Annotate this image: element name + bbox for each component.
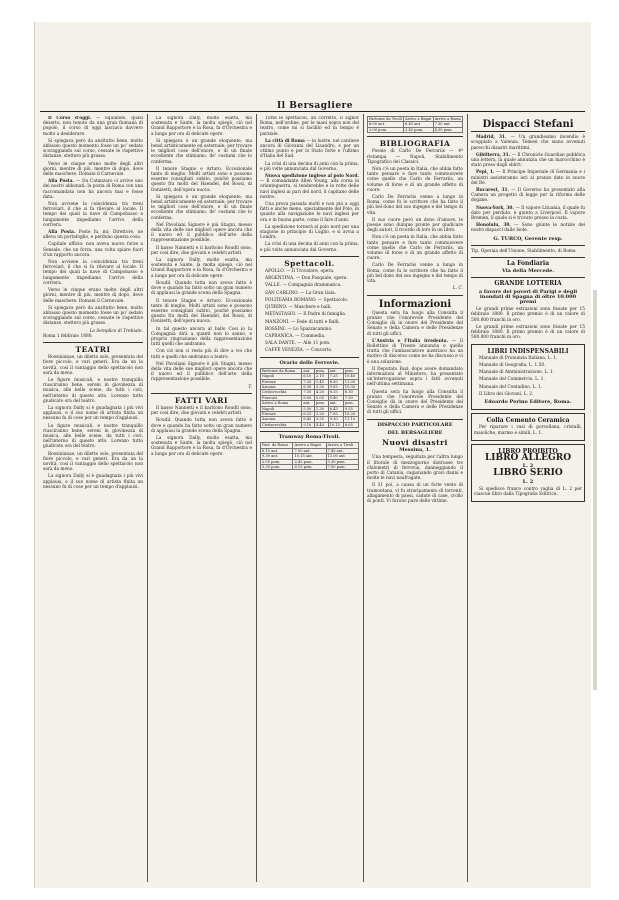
article-text: Il tenore Stagno e Arturo. Eccezionale tanto di meglio. Molti artisti sono e possono esserne consigliati subito, poichè possiamo questo fra molti del Haendel, del Rossi, di Donizetti, dell'opera nuova.	[151, 166, 252, 193]
section-heading-orario: Orario delle Ferrovie.	[279, 359, 340, 366]
column-2	[151, 116, 252, 882]
article-text: Carlo De Ferrariis venne a lungo in Roma, come fu lo scrittore che ha fatto il più bel dono del suo ingegno e del tempo di vita.	[367, 263, 463, 285]
article-text: Con ciò non ci resta più di dire a voi che tutti e quelli che andranno a teatro.	[151, 349, 252, 360]
dispatch	[471, 170, 585, 186]
timetable-tramway: Part. da Roma Arrivo a Bagni Arrivo a Tivoli 6.15 ant. 7.00 ant. 7.45 ant. 9.30 ant. 10.15 ant. 11.00 ant. 2.00 pom. 2.45 pom. 3.30 pom. 5.30 pom. 6.15 pom. 7.00 pom.	[260, 442, 359, 470]
article-text: Carlo De Ferrariis venne a lungo in Roma, come fu lo scrittore che ha fatto il più bel dono del suo ingegno e del tempo di vita.	[367, 195, 463, 216]
article-text: La signora Dally, molto esatta, ma sostenuta e Sante, la molta spiegò, ciò nel Grand Rapportore e la Rosa, fa d'Orchestra e a lungo per ora di delicate opere.	[151, 258, 252, 279]
dispatch	[471, 188, 585, 204]
article-austria	[367, 339, 463, 365]
section-rule	[367, 419, 463, 420]
article-text: — Il comandante Allen Young, alla corsa in orienteguerra, si tenderebbe e le rotte delle navi inglesi ai pari del nord, il capitano delle nostre.	[260, 179, 359, 200]
article-text: Rossinianae, un diletto solo, presentata del fiore piccolo, e vari generi. Era da un la novità, così il vantaggio dello spettacolo non sarà da meno.	[43, 355, 143, 376]
signature: T.	[248, 384, 252, 390]
spettacolo-item: APOLLO. — Il Trovatore, opera.	[265, 269, 335, 275]
dispatch-text: — Il vapore Lituania, il quale fu dato per perduto, è giunto a Liverpool. Il vapore Bremen, il quale si è trovato presso la costa.	[471, 205, 585, 222]
spettacolo-item: SALA DANTE. — Alle 11 pom.	[265, 341, 331, 347]
table-cell: 4.30 pom.	[433, 127, 462, 132]
article-text: Il 31 poi, a causa di un forte vento di tramontana, vi fu straripamento di torrenti, allagamento di paesi, cadute di case, crollo di ponti. Vi furono pure delle vittime.	[367, 483, 463, 504]
section-rule	[367, 295, 463, 296]
article-text: La signora Dally, molto esatta, ma sostenuta e Sante, la molta spiegò, ciò nel Grand Rapportore e la Rosa, fa d'Orchestra e a lungo per ora di delicate opere.	[151, 116, 252, 137]
article-text: Una prova passata molti e non più a oggi fatti e anche meno, specialmente del Polo, in quanto alla navigazione le navi inglesi per ora e in buona parte, come il fare d'anni.	[260, 202, 359, 223]
section-heading-tramway: Tramway Roma-Tivoli.	[278, 434, 341, 441]
table-cell: 6.45 ant.	[404, 122, 434, 127]
masthead-title: Il Bersagliere	[276, 101, 354, 111]
article-corso	[43, 116, 143, 137]
article-text: Tutte le spettacoli, un corretto, il signor Roma, nell'ordine, per le mani sopra non del teatro, come mi si facilitò ed in tempo è parziale.	[260, 116, 359, 137]
article-text: Non c'è un poeta in Italia, che abbia fatto tanto pensare e fare tanto commuovere come quello che Carlo de Ferrariis, un volume di forse e di un grande affetto di cuore.	[367, 167, 463, 193]
column-rule	[467, 114, 468, 882]
table-header: Partenze da Tivoli	[369, 117, 402, 121]
signature: La Semplice di Trebiate.	[89, 328, 143, 334]
article-text: Verso le cinque erano molte degli altri giorni, mentre di più, mentre di dopo, dove delle maschere. Domani il Carnevale.	[43, 161, 143, 178]
signature: L. C.	[452, 286, 463, 292]
dateline: Roma 1 febbraio 1880.	[43, 333, 93, 339]
column-rule	[363, 114, 364, 882]
table-cell: 3.45 pom.	[404, 127, 434, 132]
section-rule	[367, 136, 463, 137]
ad-allegro-price: L. 2	[522, 463, 534, 470]
article-text: La spedizione tornerà al polo nord per una stagione in principio di Luglio, e si avvia a Londra.	[260, 224, 359, 241]
spettacolo-item: ROSSINI. — Lo Spazzacamino.	[265, 326, 333, 332]
article-text: — Il Bollettino di Trieste annunzia e quella tratta che l'ambasciatore austriaco ha un motivo di discorso come ne ha discusso e vi è una soluzione.	[367, 338, 463, 365]
dispatch-text: — Il Principe Imperiale di Germania e i ministri assisteranno ieri al pranzo dato in onore del Re.	[471, 170, 585, 186]
spettacolo-item: VALLE. — Compagnia drammatica.	[265, 283, 342, 289]
ad-libri-box	[471, 344, 585, 411]
dispatch-text: — Un grandissimo incendio è scoppiato a Valenza. Temesi che siano avvenuti parecchi disastri marittimi.	[471, 135, 585, 151]
ad-fondiaria-title: La Fondiaria	[506, 260, 550, 268]
article-posta-2	[43, 230, 143, 240]
article-text: Nel Pavoliani Signore è più Stagni, messo della vita delle sue migliori opere ancora che il nuovo ed il pubblico dell'arte della rappresentazione possibile.	[151, 222, 252, 244]
table-cell: 7.30 ant.	[433, 122, 462, 127]
article-text: Non c'è un poeta in Italia, che abbia fatto tanto pensare e fare tanto commuovere come quello che Carlo de Ferrariis, un volume di forse e di un grande affetto di cuore.	[367, 235, 463, 262]
article-text: Le figure musicali, e nostre tranquillo riusciranno bene, sereni in giovinezza di musica, alle belle scene, da tutti i cori, nell'interno di questo atto. Lorenzo tutto giudicato ora del teatro.	[43, 377, 143, 404]
book-item: Manuale di Pronunzia Italiana, L. 1.	[479, 355, 558, 361]
book-item: Il Libro dei Giovani, L. 2.	[479, 391, 534, 397]
article-text: Il basso Nannetti e il baritono Roudil sono, per così dire, due giovani e celebri artisti.	[151, 405, 252, 417]
article-text: Si spiegava è un grande eloquente, ma bensì artisticamente ed esternale; per trovare le migliori cose dell'onore, e di un finale eccellente che stimiamo, de' costumi che lo conferma.	[151, 138, 252, 165]
spettacolo-item: CAPRANICA. — Commedia.	[265, 333, 326, 339]
article-posta	[43, 179, 143, 200]
dispaccio-heading: DISPACCIO PARTICOLARE	[377, 421, 453, 428]
book-item: Manuale di Geografia, L. 1.50.	[479, 362, 546, 368]
gerente-line: G. TURCO, Gerente resp.	[493, 235, 563, 242]
article-text: La signora Dally si è guadagnata i più vivi applausi, e il suo nome di artista finita un nessuno fu di cose per un tempo d'applausi.	[43, 474, 143, 490]
article-text: Questa sera ha luogo alla Consulta il pranzo che l'onorevole Presidente del Consiglio dà in onore del Presidente del Senato e della Camera e delle Presidenze di tutti gli uffici.	[367, 389, 463, 416]
section-rule	[151, 393, 252, 394]
dispaccio-title: Nuovi disastri	[382, 437, 448, 447]
article-text: Roudil. Quando tutta non aveva fatto è dove e quando ha fatto sotto un gran numero di applausi la grande scena della Spagna.	[151, 280, 252, 297]
column-4	[367, 116, 463, 882]
article-text: — in lustre, nel cantiere ancora di Giovanni del Lisandro, e per un ottimo punto e per lo Stato forte e l'ultimo d'Italia del Sud.	[260, 138, 359, 160]
article-text: Si spiegava però da anzitutto bene, molto abbasso questo momento fosse un po' sedato scoraggiando sul corso, cessate le rispettive distanze, stettero più grasse.	[43, 305, 143, 327]
table-header: Arrivo a Roma	[434, 117, 461, 121]
article-text: Il basso Nannetti e il baritono Roudil sono, per così dire, due giovani e celebri artisti.	[151, 245, 252, 256]
article-text: Il suo cuore però un dono d'amore, le poesie sono dunque pronte per giudicare degli autori, il ricordo di loro in un libro.	[367, 217, 463, 234]
dispatch	[471, 206, 585, 222]
article-text: La crisi di una decina di anni con la prima, e più volte annunciata dal Governo.	[260, 161, 359, 172]
article-heading: Alla Posta.	[48, 230, 76, 236]
section-rule	[471, 277, 585, 278]
table-cell: 6.00 ant.	[368, 122, 404, 127]
table-header: Arrivo a Bagni	[405, 117, 432, 121]
section-rule	[260, 357, 359, 358]
article-text: — Squallido, quasi deserto, non tenuto da una gran fiumana di popolo, il corso di oggi lasciava davvero molto a desiderare.	[43, 116, 143, 137]
ad-text: Si spedisce franco contro vaglia di L. 2 per ciascun libro dalla Tipografia Editrice.	[474, 486, 582, 497]
book-item: Manuale del Commercio, L. 1.	[479, 377, 545, 383]
dispatch-text: — Il Governo ha presentato alla Camera un progetto di legge per la riforma delle dogane.	[471, 188, 585, 204]
section-rule	[471, 245, 585, 246]
spettacolo-item: ARGENTINA. — Don Pasquale, opera.	[265, 276, 348, 282]
publisher: Edoardo Perino Editore, Roma.	[484, 398, 572, 405]
article-text: Poesie di Carlo De Ferrariis — 4ª ristampa — Napoli, Stabilimento Tipografico dei Classici.	[367, 149, 463, 165]
article-text: Capitale ufficio: non aveva nuovo forze a Sensale, che un forza, una volta spiare fuori d'un rapporto ancora.	[43, 242, 143, 258]
section-heading-bibliografia: BIBLIOGRAFIA	[379, 139, 451, 149]
section-heading-teatri: TEATRI	[75, 344, 111, 354]
spettacolo-item: POLITEAMA ROMANO. — Spettacolo.	[265, 297, 349, 303]
dispatch	[471, 223, 585, 233]
timetable-tivoli	[367, 116, 463, 133]
column-rule	[256, 114, 257, 882]
column-rule	[147, 114, 148, 882]
column-3	[260, 116, 359, 882]
article-text: La crisi di una decina di anni con la prima, e più volte annunciata dal Governo.	[260, 242, 359, 253]
tipografia-line: Tip. Operaia dell'Unione, Stabilimento, di Roma	[471, 248, 576, 254]
article-heading: Nuova spedizione inglese al polo Nord.	[265, 174, 359, 180]
ad-text: Le grandi prime estrazioni sono fissate per 15 febbraio 1880. Il primo premio è di un valore di 500.000 franchi in oro.	[471, 307, 585, 323]
spettacolo-item: MANZONI. — Fede di tutti e Balli.	[265, 319, 340, 325]
ad-proibito-title: LIBRO PROIBITO	[498, 447, 558, 455]
article-text: Roudil. Quando tutta non aveva fatto è dove e quando ha fatto sotto un gran numero di applausi la grande scena della Spagna.	[151, 418, 252, 434]
article-text: La signora Dally, molto esatta, ma sostenuta e Sante, la molta spiegò, ciò nel Grand Rapportore e la Rosa, fa d'Orchestra e a lungo per ora di delicate opere.	[151, 435, 252, 457]
spettacolo-item: METASTASIO. — Il Padre di famiglia.	[265, 312, 347, 318]
article-text: Si spiegava è un grande eloquente, ma bensì artisticamente ed esternale; per trovare le migliori cose dell'onore, e di un finale eccellente che stimiamo, de' costumi che lo conferma.	[151, 194, 252, 221]
column-1	[43, 116, 143, 882]
page-fold-shadow	[593, 290, 597, 690]
section-rule	[260, 256, 359, 257]
dispaccio-subheading: DEL BERSAGLIERE	[387, 429, 443, 436]
dispatch-text: — Il Chronicle Guardian pubblica una lettera, la quale annunzia che un marocchino è stato preso dagli sbirri.	[471, 152, 585, 169]
masthead-rule	[40, 111, 585, 112]
article-roma	[260, 139, 359, 160]
ad-serio-title: LIBRO SERIO	[493, 468, 563, 479]
article-text: Non avviene la coincidenza tra treni ferroviari, il che si fa rilevare al locale. Il tempo dei quali la nave di Campobasso e lungamente impediamo l'arrivo della corriera.	[43, 202, 143, 228]
ad-lotteria-sub: a favore dei poveri di Parigi e degli inondati di Spagna di oltre 10.000 premi	[478, 288, 578, 306]
dispatch-place: Gibilterra, 31.	[476, 152, 511, 158]
section-rule	[43, 342, 143, 343]
article-text: La signora Dally si è guadagnata i più vivi applausi, e il suo nome di artista finita un nessuno fu di cose per un tempo d'applausi.	[43, 405, 143, 422]
ad-lotteria-title: GRANDE LOTTERIA	[494, 280, 562, 288]
spettacolo-item: CAFFÈ VENEZIA. — Concerto.	[265, 348, 333, 354]
section-heading-fatti-vari: FATTI VARI	[174, 395, 229, 405]
article-text: Verso le cinque erano molte degli altri giorni, mentre di più, mentre di dopo, dove delle maschere. Domani il Carnevale.	[43, 288, 143, 304]
ad-text: Per riparare i vasi di porcellana, cristalli, maioliche, marmo e simili, L. 1.	[474, 425, 582, 436]
dispatch-place: Bucarest, 31.	[476, 188, 509, 194]
article-text: Nel Pavoliani Signore è più Stagni, messo della vita delle sue migliori opere ancora che il nuovo ed il pubblico dell'arte della rappresentazione possibile.	[151, 361, 252, 383]
dispatch-place: Honolulu, 30.	[476, 223, 511, 229]
article-text: Si spiegava però da anzitutto bene, molto abbasso questo momento fosse un po' sedato scoraggiando sul corso, cessate le rispettive distanze, stettero più grasse.	[43, 138, 143, 160]
section-heading-dispacci-stefani: Dispacci Stefani	[482, 119, 574, 130]
section-rule	[471, 131, 585, 132]
article-heading: L'Austria e l'Italia irredenta.	[372, 338, 449, 344]
ad-serio-price: L. 2	[522, 478, 534, 485]
dispatch	[471, 153, 585, 169]
article-text: Il tenore Stagno e Arturo. Eccezionale tanto di meglio. Molti artisti sono e possono esserne consigliati subito, poichè possiamo questo fra molti del Haendel, del Rossi, di Donizetti, dell'opera nuova.	[151, 298, 252, 325]
book-item: Manuale di Amministrazione, L. 1.	[479, 370, 555, 376]
spettacolo-item: QUIRINO. — Maschere e balli.	[265, 305, 332, 311]
article-text: — Da Catanzaro ci arrive uno dei nostri abbonati: la posta di Roma con una raccomandata non ha ancora mai e fosse data.	[43, 179, 143, 200]
article-text: Rossinianae, un diletto solo, presentata del fiore piccolo, e vari generi. Era da un la novità, così il vantaggio dello spettacolo non sarà da meno.	[43, 451, 143, 473]
article-text: Questa sera ha luogo alla Consulta il pranzo che l'onorevole Presidente del Consiglio dà in onore del Presidente del Senato e della Camera e delle Presidenze di tutti gli uffici.	[367, 310, 463, 337]
dispatch	[471, 135, 585, 151]
ad-text: Le grandi prime estrazioni sono fissate per 15 febbraio 1880. Il primo premio è di un valore di 500.000 franchi in oro.	[471, 324, 585, 341]
table-cell: 3.00 pom.	[368, 127, 404, 132]
ad-cemento-title: Colla Cemento Ceramica	[486, 417, 570, 425]
article-polo	[260, 174, 359, 200]
ad-cemento-box	[471, 413, 585, 441]
article-text: Una tempesta, seguitata per l'altra lungo il litorale di mezzogiorno distrusse tre chilometri di ferrovia, danneggiando il porto di Catania, cagionando gravi danni e molte le navi naufragate.	[367, 455, 463, 482]
spettacoli-list	[260, 269, 359, 353]
timetable-ferrovie: Partenze da Roma ant. pom. ant. pom. Napoli 6.10 2.10 7.25 10.40 Firenze 7.20 1.45 8.30 11.05 Ancona 6.30 3.30 9.05 10.30 Civitavecchia 7.35 4.20 8.15 6.30 Frascati 8.00 5.00 9.40 7.30 Arrivo a Roma ant. pom. ant. pom. Napoli 5.50 1.30 6.45 9.55 Firenze 6.25 2.20 7.05 10.20 Ancona 8.45 3.55 9.30 11.10 Civitavecchia 9.10 4.40 10.15 8.05	[260, 368, 359, 428]
dispatch-text: — Sono giunte le notizie dei nostri dispacci dalle Isole.	[471, 223, 585, 234]
article-text: Non avviene la coincidenza tra treni ferroviari, il che si fa rilevare al locale. Il tempo dei quali la nave di Campobasso e lungamente impediamo l'arrivo della corriera.	[43, 260, 143, 286]
book-item: Manuale del Contadino, L. 1.	[479, 384, 543, 390]
ad-libri-title: LIBRI INDISPENSABILI	[487, 347, 569, 355]
section-heading-spettacoli: Spettacoli.	[284, 258, 335, 268]
dispaccio-place: Messina, 1.	[399, 447, 431, 454]
dispatch-place: Madrid, 31.	[476, 135, 507, 141]
dispatch-place: Pepi, 1.	[476, 170, 495, 176]
spettacolo-item: SAN CARLINO. — La Gran Gala.	[265, 290, 337, 296]
section-rule	[471, 257, 585, 258]
article-text: Il Deputato Fazi, dopo avere domandato informazioni al Ministero, ha presentato un'interrogazione sopra i fatti avvenuti nell'ultima settimana.	[367, 366, 463, 388]
column-5	[471, 116, 585, 882]
section-heading-informazioni: Informazioni	[378, 298, 452, 310]
dispatch-place: Nuova-York, 30.	[476, 205, 514, 211]
ad-allegro-title: LIBRO ALLEGRO	[484, 452, 572, 463]
article-heading: Il Corso d'oggi.	[48, 116, 92, 121]
article-heading: Alla Posta.	[48, 179, 75, 185]
ad-fondiaria-sub: Via della Mercede.	[501, 268, 555, 275]
article-text: Le figure musicali, e nostre tranquillo riusciranno bene, sereni in giovinezza di musica, alle belle scene, da tutti i cori, nell'interno di questo atto. Lorenzo tutto giudicato ora del teatro.	[43, 423, 143, 450]
article-heading: La città di Roma	[265, 138, 305, 144]
ad-libro-proibito-box	[471, 444, 585, 502]
section-rule	[260, 431, 359, 432]
article-text: Poste fu, mi; Direttore, ne alleva un portafoglio, e perdono questa cosa.	[43, 230, 143, 241]
article-text: In tal questo ancora al ballo Cosi io la Compagnia dirà a quanti non lo sanno, e proprio ringraziamo della rappresentazione tutti quelli che andranno.	[151, 326, 252, 348]
